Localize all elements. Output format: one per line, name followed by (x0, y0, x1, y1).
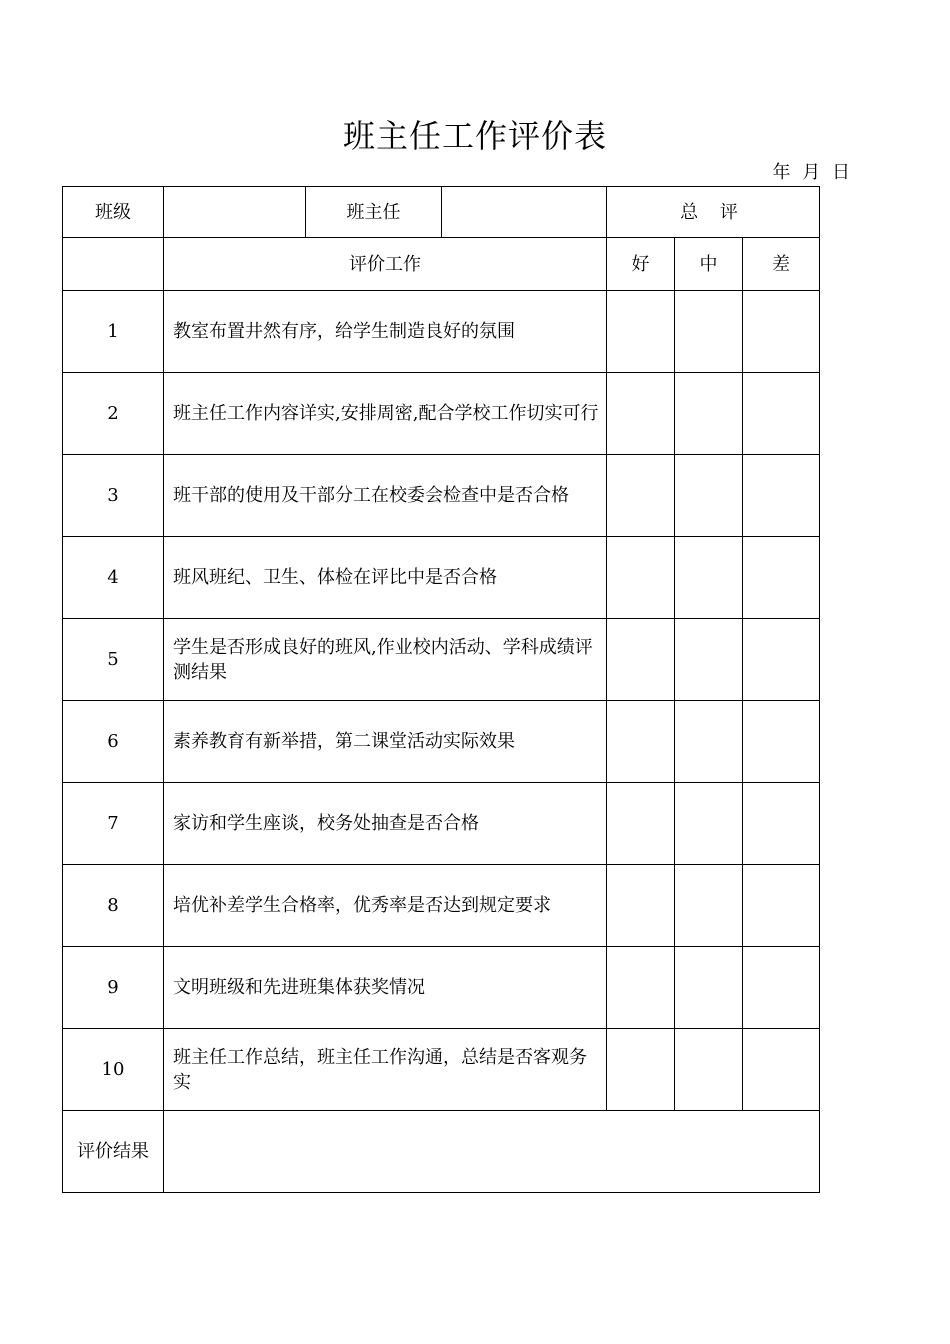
class-label: 班级 (63, 187, 164, 238)
table-row (63, 537, 820, 619)
teacher-value-field[interactable] (442, 187, 607, 238)
good-cell[interactable] (607, 537, 675, 619)
table-row (63, 701, 820, 783)
good-header: 好 (607, 238, 675, 291)
medium-cell[interactable] (675, 1029, 743, 1111)
poor-cell[interactable] (743, 783, 820, 865)
poor-header: 差 (743, 238, 820, 291)
row-criteria: 班干部的使用及干部分工在校委会检查中是否合格 (164, 455, 607, 537)
table-row (63, 373, 820, 455)
row-criteria: 班风班纪、卫生、体检在评比中是否合格 (164, 537, 607, 619)
good-cell[interactable] (607, 1029, 675, 1111)
header-row (63, 187, 820, 238)
medium-cell[interactable] (675, 783, 743, 865)
poor-cell[interactable] (743, 455, 820, 537)
medium-cell[interactable] (675, 947, 743, 1029)
medium-cell[interactable] (675, 537, 743, 619)
row-criteria: 教室布置井然有序，给学生制造良好的氛围 (164, 291, 607, 373)
row-criteria: 班主任工作内容详实,安排周密,配合学校工作切实可行 (164, 373, 607, 455)
row-number: 2 (63, 373, 164, 455)
evaluation-table (62, 186, 820, 1193)
medium-cell[interactable] (675, 619, 743, 701)
medium-header: 中 (675, 238, 743, 291)
row-number: 9 (63, 947, 164, 1029)
number-column-header (63, 238, 164, 291)
good-cell[interactable] (607, 455, 675, 537)
row-number: 3 (63, 455, 164, 537)
row-criteria: 素养教育有新举措，第二课堂活动实际效果 (164, 701, 607, 783)
poor-cell[interactable] (743, 619, 820, 701)
medium-cell[interactable] (675, 701, 743, 783)
poor-cell[interactable] (743, 701, 820, 783)
row-number: 6 (63, 701, 164, 783)
row-criteria: 文明班级和先进班集体获奖情况 (164, 947, 607, 1029)
row-number: 5 (63, 619, 164, 701)
poor-cell[interactable] (743, 291, 820, 373)
page-title: 班主任工作评价表 (342, 117, 607, 155)
poor-cell[interactable] (743, 1029, 820, 1111)
poor-cell[interactable] (743, 537, 820, 619)
medium-cell[interactable] (675, 291, 743, 373)
poor-cell[interactable] (743, 947, 820, 1029)
table-row (63, 455, 820, 537)
good-cell[interactable] (607, 701, 675, 783)
subheader-row (63, 238, 820, 291)
result-field[interactable] (164, 1111, 820, 1193)
row-criteria: 培优补差学生合格率，优秀率是否达到规定要求 (164, 865, 607, 947)
medium-cell[interactable] (675, 455, 743, 537)
criteria-header: 评价工作 (164, 238, 607, 291)
row-number: 4 (63, 537, 164, 619)
table-row (63, 865, 820, 947)
row-criteria: 家访和学生座谈，校务处抽查是否合格 (164, 783, 607, 865)
good-cell[interactable] (607, 373, 675, 455)
result-label: 评价结果 (63, 1111, 164, 1193)
class-value-field[interactable] (164, 187, 306, 238)
medium-cell[interactable] (675, 373, 743, 455)
row-number: 10 (63, 1029, 164, 1111)
overall-label: 总 评 (607, 187, 820, 238)
good-cell[interactable] (607, 619, 675, 701)
row-criteria: 班主任工作总结，班主任工作沟通，总结是否客观务实 (164, 1029, 607, 1111)
medium-cell[interactable] (675, 865, 743, 947)
row-number: 1 (63, 291, 164, 373)
table-row (63, 783, 820, 865)
poor-cell[interactable] (743, 373, 820, 455)
row-number: 7 (63, 783, 164, 865)
good-cell[interactable] (607, 783, 675, 865)
result-row (63, 1111, 820, 1193)
teacher-label: 班主任 (306, 187, 442, 238)
row-criteria: 学生是否形成良好的班风,作业校内活动、学科成绩评测结果 (164, 619, 607, 701)
table-row (63, 291, 820, 373)
good-cell[interactable] (607, 291, 675, 373)
good-cell[interactable] (607, 947, 675, 1029)
table-row (63, 947, 820, 1029)
poor-cell[interactable] (743, 865, 820, 947)
table-row (63, 1029, 820, 1111)
table-row (63, 619, 820, 701)
row-number: 8 (63, 865, 164, 947)
date-label: 年 月 日 (772, 162, 850, 183)
good-cell[interactable] (607, 865, 675, 947)
